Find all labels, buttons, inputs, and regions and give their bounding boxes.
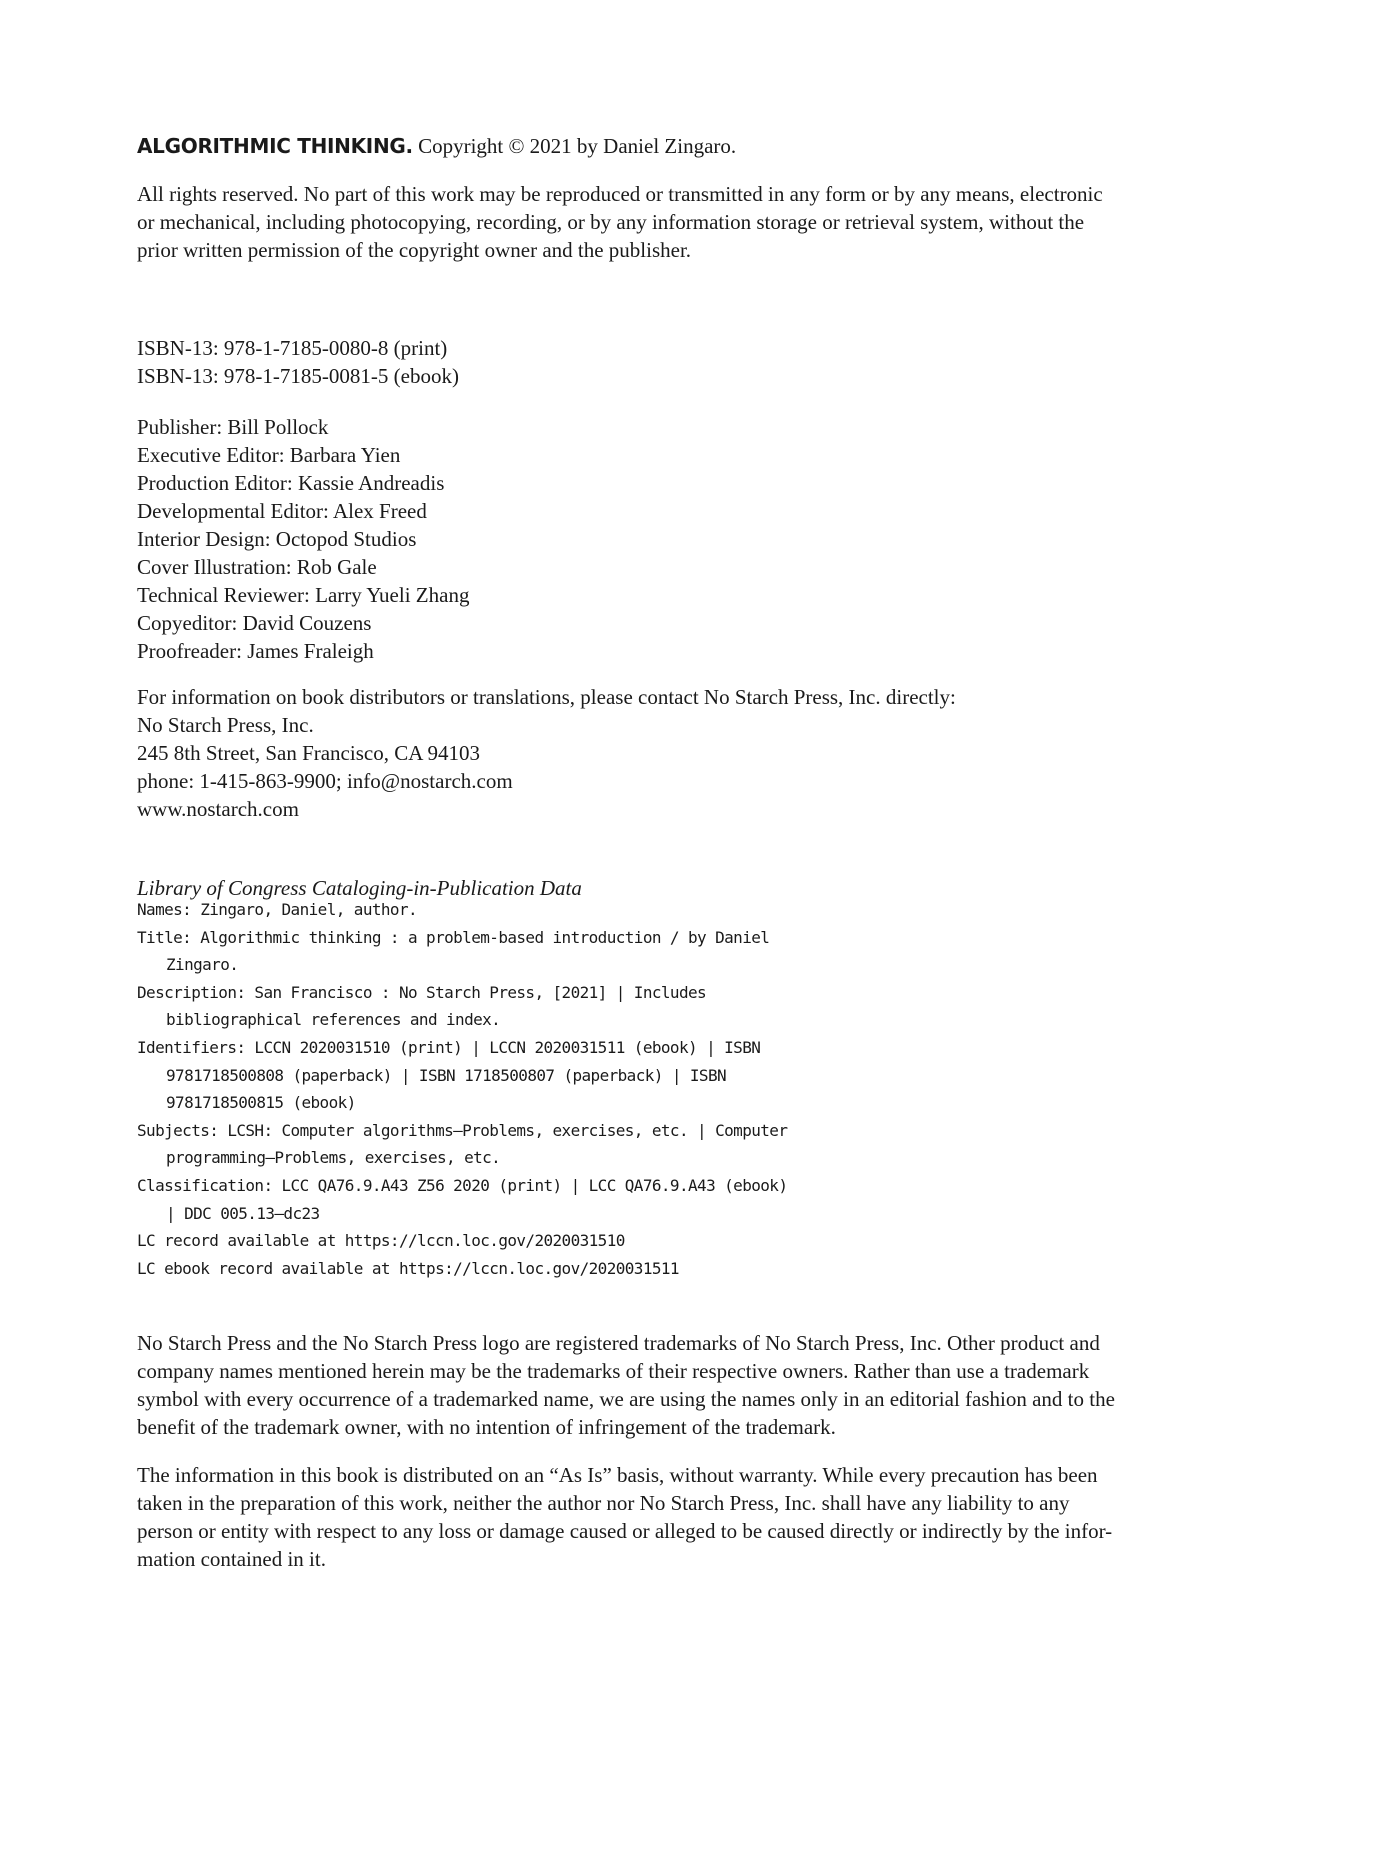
cip-line: Names: Zingaro, Daniel, author.	[137, 900, 418, 919]
credit-production-editor: Production Editor: Kassie Andreadis	[137, 471, 445, 495]
cip-line: programming–Problems, exercises, etc.	[166, 1148, 501, 1168]
cip-line: LC record available at https://lccn.loc.gov/2020031510	[137, 1231, 625, 1251]
disclaimer-paragraph	[137, 1461, 1272, 1573]
cip-line: 9781718500808 (paperback) | ISBN 1718500807 (paperback) | ISBN	[166, 1065, 727, 1085]
isbn-print: ISBN-13: 978-1-7185-0080-8 (print)	[137, 336, 448, 360]
rights-paragraph	[137, 180, 1272, 264]
cip-line: Subjects: LCSH: Computer algorithms–Problems, exercises, etc. | Computer	[137, 1120, 788, 1140]
trademarks-line: No Starch Press and the No Starch Press logo are registered trademarks of No Starch Press, Inc. Other product and	[137, 1331, 1100, 1355]
isbn-block	[137, 334, 1272, 390]
credit-copyeditor: Copyeditor: David Couzens	[137, 611, 372, 635]
trademarks-line: benefit of the trademark owner, with no intention of infringement of the trademark.	[137, 1415, 836, 1439]
disclaimer-line: taken in the preparation of this work, neither the author nor No Starch Press, Inc. shall have any liability to any	[137, 1491, 1070, 1515]
credit-publisher: Publisher: Bill Pollock	[137, 415, 329, 439]
rights-line: or mechanical, including photocopying, recording, or by any information storage or retrieval system, without the	[137, 210, 1085, 234]
trademarks-line: symbol with every occurrence of a trademarked name, we are using the names only in an editorial fashion and to the	[137, 1387, 1115, 1411]
contact-address: 245 8th Street, San Francisco, CA 94103	[137, 741, 480, 765]
cip-line: bibliographical references and index.	[166, 1010, 501, 1030]
rights-line: prior written permission of the copyright owner and the publisher.	[137, 238, 692, 262]
disclaimer-line: The information in this book is distributed on an “As Is” basis, without warranty. While every precaution has been	[137, 1463, 1098, 1487]
credit-interior-design: Interior Design: Octopod Studios	[137, 527, 417, 551]
credit-executive-editor: Executive Editor: Barbara Yien	[137, 443, 401, 467]
cip-heading: Library of Congress Cataloging-in-Publication Data	[137, 876, 582, 900]
disclaimer-line: person or entity with respect to any loss or damage caused or alleged to be caused directly or indirectly by the infor-	[137, 1519, 1113, 1543]
trademarks-paragraph	[137, 1329, 1272, 1441]
cip-line: Description: San Francisco : No Starch Press, [2021] | Includes	[137, 982, 707, 1002]
cip-line: LC ebook record available at https://lccn.loc.gov/2020031511	[137, 1258, 679, 1278]
contact-phone-email: phone: 1-415-863-9900; info@nostarch.com	[137, 769, 513, 793]
credit-proofreader: Proofreader: James Fraleigh	[137, 639, 374, 663]
cip-line: Identifiers: LCCN 2020031510 (print) | LCCN 2020031511 (ebook) | ISBN	[137, 1037, 761, 1057]
contact-company: No Starch Press, Inc.	[137, 713, 314, 737]
credit-technical-reviewer: Technical Reviewer: Larry Yueli Zhang	[137, 583, 470, 607]
cip-data	[137, 896, 1272, 1282]
cip-line: | DDC 005.13–dc23	[166, 1203, 320, 1223]
book-title: ALGORITHMIC THINKING.	[137, 134, 413, 158]
cip-line: Classification: LCC QA76.9.A43 Z56 2020 (print) | LCC QA76.9.A43 (ebook)	[137, 1175, 788, 1195]
disclaimer-line: mation contained in it.	[137, 1547, 326, 1571]
cip-line: 9781718500815 (ebook)	[166, 1093, 356, 1113]
rights-line: All rights reserved. No part of this work may be reproduced or transmitted in any form or by any means, electronic	[137, 182, 1103, 206]
trademarks-line: company names mentioned herein may be the trademarks of their respective owners. Rather than use a trademark	[137, 1359, 1090, 1383]
credit-cover-illustration: Cover Illustration: Rob Gale	[137, 555, 377, 579]
contact-website: www.nostarch.com	[137, 797, 299, 821]
contact-block	[137, 683, 1272, 823]
cip-line: Title: Algorithmic thinking : a problem-based introduction / by Daniel	[137, 927, 770, 947]
isbn-ebook: ISBN-13: 978-1-7185-0081-5 (ebook)	[137, 364, 459, 388]
copyright-notice: Copyright © 2021 by Daniel Zingaro.	[412, 134, 737, 158]
cip-line: Zingaro.	[166, 955, 239, 975]
copyright-title	[137, 132, 1272, 160]
credit-developmental-editor: Developmental Editor: Alex Freed	[137, 499, 427, 523]
contact-intro: For information on book distributors or translations, please contact No Starch Press, Inc. directly:	[137, 685, 956, 709]
credits-block	[137, 413, 1272, 665]
